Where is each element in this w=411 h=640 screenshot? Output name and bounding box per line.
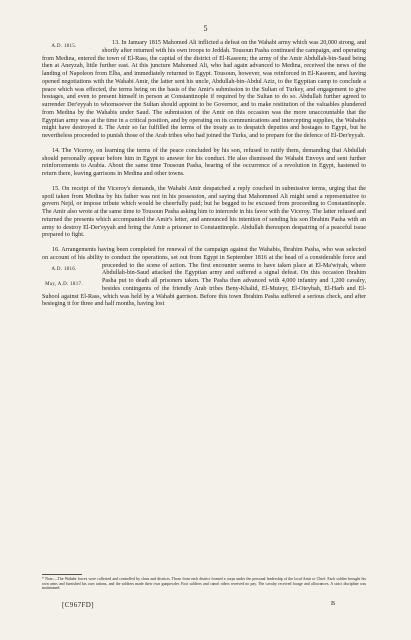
paragraph-16-lead: 16. Arrangements having been completed for renewal of the campaign against the Wahabis, Ibrahim Pasha, who was selected on account of his ability to conduct the operations, set out from Egypt in September 1816 at the head of a considerable force and proceeded to the scene of action.	[42, 247, 366, 269]
margin-date-1817: May, A.D. 1817.	[45, 282, 83, 287]
paragraph-15: 15. On receipt of the Viceroy's demands, the Wahabi Amir despatched a reply couched in submissive terms, urging that the spoil taken from Medina by his father was not in his possession, and saying that Mahommed Ali might send a representative to govern Nejd, or impose tribute which would be cheerfully paid; but he begged to be excused from proceeding to Constantinople. The Amir also wrote at the same time to Tousoun Pasha asking him to intercede in his favor with the Viceroy. The latter refused and returned the presents which accompanied the Amir's letter, and announced his intention of sending his son Ibrahim Pasha with an army to destroy El-Der'eyyah and bring the Amir a prisoner to Constantinople. Abdullah thereupon despairing of a peaceful issue prepared to fight.	[42, 185, 367, 239]
paragraph-16-tail: The Pasha then advanced with 4,000 infantry and 1,200 cavalry, besides contingents of the friendly Arab tribes Beny-Khalid, El-Muteyr, El-Oteybah, El-Harb and El-Suhool against El-Rass, which was held by a Wahabi garrison. Before this town Ibrahim Pasha suffered a serious check, and after besieging it for three and half months, having lost	[42, 278, 366, 308]
paragraph-14: 14. The Viceroy, on learning the terms of the peace concluded by his son, refused to ratify them, demanding that Abdullah should personally appear before him in Egypt to answer for his conduct. He also dismissed the Wahabi Envoys and sent further reinforcements to Arabia. About the same time Tousoun Pasha, hearing of the occurrence of a revolution in Egypt, hastened to return there, leaving garrisons in Medina and other towns.	[42, 147, 366, 177]
page-number: 5	[203, 24, 208, 33]
paragraph-13-lead: 13. In January 1815 Mahomed Ali inflicted a defeat on the Wahabi army which was 20,000 strong, and shortly after returned with his own troops to Jeddah.	[102, 40, 366, 54]
footnote-rule	[42, 574, 82, 575]
footnote: * Note.—The Wahabi forces were collected and controlled by clans and districts. Those from each district formed a corps under the personal leadership of the local Amir or Chief. Each soldier brought his own arms and furnished his own rations, and the soldiers made their own gunpowder. Foot soldiers and camel riders received no pay. The cavalry received forage and allowances. A strict discipline was maintained.	[42, 577, 366, 591]
paragraph-13-text: Tousoun Pasha continued the campaign, and operating from Medina, entered the town of El-Rass, the capital of the district of El-Kaseem; the army of the Amir Abdullah-bin-Saud being then at Aneyzah, little further east. At this juncture Mahomed Ali, who had again advanced to Medina, received the news of the landing of Napoleon from Elba, and immediately returned to Egypt. Tousoun, however, was reinforced in El-Kaseem, and having opened negotiations with the Wahabi Amir, the latter sent his uncle, Abdullah-bin-Abdul Aziz, to the Egyptian camp to conclude a peace which was effected, the terms being on the basis of the Amir's submission to the Sultan of Turkey, and engagement to give hostages, and even to present himself in person at Constantinople if required by the Sultan to do so. Abdullah further agreed to surrender Der'eyyah to whomsoever the Sultan should appoint to be Governor, and to make restitution of the valuables plundered from Medina by the Wahabis under Saud. The submission of the Amir on this occasion was the more unaccountable that the Egyptian army was at the time in a critical position, and by operating on its communications and intercepting supplies, the Wahabis might have destroyed it. The Amir so far fulfilled the terms of the treaty as to despatch deputies and hostages to Egypt, but he nevertheless proceeded to punish those of the Arab tribes who had joined the Turks, and to prepare for the defence of El-Der'eyyah.	[42, 47, 366, 139]
margin-date-1816: A.D. 1816.	[51, 266, 77, 272]
margin-date-1815: A.D. 1815.	[51, 44, 77, 49]
paragraph-13	[42, 40, 366, 141]
signature-mark: B	[331, 601, 336, 607]
body-text	[42, 40, 366, 309]
print-code: [C967FD]	[62, 601, 94, 609]
paragraph-16	[42, 247, 366, 309]
paragraph-16-text: The first encounter seems to have taken place at El-Ma'wiyah, where Abdullah-bin-Saud attacked the Egyptian army and suffered a signal defeat. On this occasion Ibrahim Pasha put to death all prisoners taken.	[102, 262, 366, 284]
